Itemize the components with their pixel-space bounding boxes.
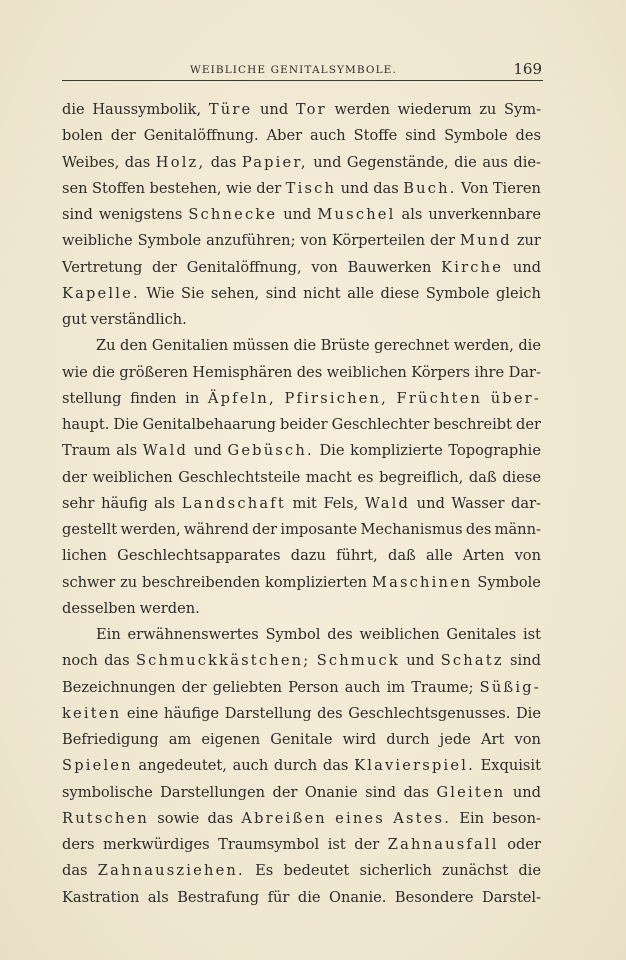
- word: von: [300, 232, 327, 250]
- text-line: [62, 517, 541, 543]
- header-rule: [62, 80, 543, 81]
- word: ist: [327, 836, 346, 853]
- word: Schmuck: [316, 652, 400, 670]
- word: ders: [62, 836, 95, 853]
- word: wie: [226, 179, 252, 197]
- word: imposante: [280, 521, 358, 538]
- word: wiederum: [397, 101, 472, 118]
- word: Klavierspiel.: [354, 757, 475, 775]
- word: und: [406, 652, 435, 670]
- word: Ein: [459, 809, 485, 827]
- word: anzuführen;: [206, 232, 296, 250]
- word: Stoffe: [353, 127, 398, 145]
- word: wie: [62, 363, 88, 381]
- word: und: [193, 442, 222, 460]
- word: ist: [522, 626, 541, 643]
- word: Pfirsichen,: [284, 389, 388, 407]
- word: sind: [510, 652, 541, 670]
- word: das: [403, 783, 430, 801]
- text-line: [62, 806, 541, 832]
- word: das: [322, 757, 349, 775]
- word: diese: [380, 284, 420, 302]
- word: Maschinen: [371, 573, 473, 591]
- word: ihre: [474, 363, 505, 381]
- text-line: [62, 307, 541, 333]
- word: als: [147, 888, 169, 906]
- word: Wald: [364, 494, 411, 512]
- word: sind: [365, 783, 397, 801]
- word: sowie: [157, 809, 200, 827]
- word: Tisch: [285, 179, 337, 197]
- word: müssen: [232, 337, 289, 355]
- word: Art: [480, 731, 505, 748]
- text-line: [62, 228, 541, 254]
- word: die: [92, 363, 115, 381]
- word: Astes.: [393, 809, 452, 827]
- word: häufig: [101, 494, 148, 512]
- word: sind: [62, 206, 93, 223]
- text-line: [62, 281, 541, 307]
- word: auch: [232, 757, 269, 775]
- text-line: [62, 753, 541, 779]
- word: Genitale: [270, 731, 333, 748]
- word: zu: [479, 101, 497, 118]
- word: die: [297, 888, 321, 906]
- word: Holz,: [155, 153, 206, 171]
- word: der: [354, 836, 380, 853]
- word: schwer: [62, 573, 116, 591]
- word: desselben: [62, 599, 136, 617]
- word: Schmuckkästchen;: [135, 652, 311, 670]
- word: geliebten: [212, 678, 282, 696]
- word: der: [110, 127, 136, 145]
- word: der: [272, 783, 298, 801]
- word: von: [514, 731, 541, 748]
- word: auch: [310, 127, 346, 145]
- word: noch: [62, 652, 98, 670]
- text-line: [62, 202, 541, 228]
- word: während: [183, 521, 249, 538]
- word: Aber: [266, 127, 303, 145]
- word: erwähnenswertes: [127, 626, 259, 643]
- word: eines: [335, 809, 385, 827]
- word: werden.: [139, 599, 200, 617]
- word: in: [185, 389, 200, 407]
- page-header: [62, 58, 542, 80]
- word: Papier,: [241, 153, 308, 171]
- word: Gleiten: [436, 783, 506, 801]
- word: werden: [334, 101, 390, 118]
- word: komplizierten: [265, 573, 368, 591]
- word: der: [152, 258, 177, 276]
- word: Symbole: [444, 127, 508, 145]
- word: weiblichen: [92, 468, 173, 486]
- running-head: WEIBLICHE GENITALSYMBOLE.: [190, 64, 397, 76]
- word: Sie: [181, 284, 205, 302]
- word: des: [317, 704, 343, 722]
- word: Darstellungen: [160, 783, 266, 801]
- word: Zahnausfall: [387, 836, 499, 853]
- text-line: [62, 622, 541, 648]
- word: lichen: [62, 547, 107, 565]
- word: bestehen,: [149, 179, 222, 197]
- word: von: [514, 547, 541, 565]
- word: die-: [513, 153, 541, 171]
- word: den: [120, 337, 148, 355]
- word: des: [465, 521, 492, 538]
- word: auch: [344, 678, 381, 696]
- text-line: [62, 150, 541, 176]
- word: bolen: [62, 127, 103, 145]
- word: für: [267, 888, 290, 906]
- word: das: [210, 153, 237, 171]
- word: macht: [305, 468, 352, 486]
- word: Körperteilen: [331, 232, 426, 250]
- word: eine: [126, 704, 159, 722]
- word: Bestrafung: [177, 888, 260, 906]
- word: Brüste: [320, 337, 370, 355]
- word: Arten: [462, 547, 505, 565]
- word: Zu: [96, 337, 116, 355]
- word: sen: [62, 179, 88, 197]
- word: als: [154, 494, 176, 512]
- text-line: [62, 727, 541, 753]
- word: Genitalien: [151, 337, 229, 355]
- word: Symbol: [265, 626, 321, 643]
- word: Körpers: [411, 363, 470, 381]
- word: Genitalöffnung.: [143, 127, 259, 145]
- word: gestellt: [62, 521, 118, 538]
- word: jede: [439, 731, 471, 748]
- word: Zahnausziehen.: [97, 862, 245, 880]
- word: und: [512, 258, 541, 276]
- text-line: [62, 596, 541, 622]
- word: wird: [342, 731, 377, 748]
- word: bedeutet: [283, 862, 350, 880]
- word: Muschel: [317, 206, 396, 223]
- word: Onanie: [304, 783, 358, 801]
- word: werden,: [453, 337, 514, 355]
- word: die: [518, 862, 541, 880]
- word: der: [252, 521, 278, 538]
- word: sind: [405, 127, 437, 145]
- text-line: [62, 570, 541, 596]
- word: das: [373, 179, 399, 197]
- word: oder: [507, 836, 541, 853]
- word: die: [293, 337, 317, 355]
- word: Symbole: [137, 232, 202, 250]
- word: sicherlich: [359, 862, 432, 880]
- word: Darstellung: [224, 704, 312, 722]
- word: die: [454, 153, 477, 171]
- word: die: [62, 101, 85, 118]
- word: Rutschen: [62, 809, 149, 827]
- word: Wie: [146, 284, 175, 302]
- word: Von: [460, 179, 489, 197]
- word: Türe: [208, 101, 253, 118]
- word: Geschlechter: [331, 416, 430, 433]
- word: gut: [62, 311, 87, 328]
- word: Topographie: [448, 442, 541, 460]
- word: verständlich.: [90, 311, 187, 328]
- word: als: [401, 206, 423, 223]
- word: als: [116, 442, 138, 460]
- word: Weibes,: [62, 153, 120, 171]
- word: unverkennbare: [428, 206, 541, 223]
- text-line: [62, 123, 541, 149]
- word: der: [256, 179, 282, 197]
- word: Vertretung: [62, 258, 143, 276]
- word: mit: [292, 494, 317, 512]
- word: am: [168, 731, 192, 748]
- word: der: [516, 416, 541, 433]
- word: weibliche: [62, 232, 133, 250]
- page-number: 169: [513, 60, 542, 78]
- word: daß: [388, 547, 416, 565]
- word: angedeutet,: [138, 757, 227, 775]
- text-line: [62, 675, 541, 701]
- word: Früchten: [396, 389, 483, 407]
- word: Dar-: [508, 363, 541, 381]
- word: männ-: [494, 521, 541, 538]
- word: der: [62, 468, 87, 486]
- word: beson-: [492, 809, 541, 827]
- text-line: [62, 412, 541, 438]
- word: und: [416, 494, 445, 512]
- word: des: [296, 363, 323, 381]
- word: daß: [468, 468, 497, 486]
- word: Mechanismus: [360, 521, 463, 538]
- word: Person: [288, 678, 339, 696]
- word: Kirche: [441, 258, 504, 276]
- word: Gebüsch.: [227, 442, 314, 460]
- word: Onanie.: [329, 888, 387, 906]
- word: Exquisit: [480, 757, 541, 775]
- word: und: [313, 153, 342, 171]
- word: Gegenstände,: [346, 153, 449, 171]
- text-line: [62, 648, 541, 674]
- word: symbolische: [62, 783, 153, 801]
- word: die: [518, 337, 541, 355]
- word: alle: [347, 284, 374, 302]
- word: Schnecke: [188, 206, 278, 223]
- word: diese: [502, 468, 541, 486]
- text-line: [62, 543, 541, 569]
- word: durch: [386, 731, 430, 748]
- word: Wasser: [451, 494, 505, 512]
- word: Hemisphären: [192, 363, 293, 381]
- word: Kapelle.: [62, 284, 140, 302]
- word: Die: [515, 704, 541, 722]
- text-line: [62, 858, 541, 884]
- body-text: [62, 97, 541, 911]
- word: Schatz: [440, 652, 504, 670]
- word: Äpfeln,: [207, 389, 276, 407]
- text-line: [62, 360, 541, 386]
- text-line: [62, 386, 541, 412]
- word: größeren: [119, 363, 188, 381]
- text-line: [62, 333, 541, 359]
- word: das: [124, 153, 151, 171]
- word: gerechnet: [374, 337, 450, 355]
- word: Bezeichnungen: [62, 678, 176, 696]
- word: Die: [319, 442, 345, 460]
- word: Traum: [62, 442, 111, 460]
- word: über-: [490, 389, 541, 407]
- word: Traumsymbol: [218, 836, 320, 853]
- word: das: [207, 809, 234, 827]
- word: zur: [516, 232, 541, 250]
- word: Sym-: [503, 101, 541, 118]
- word: alle: [426, 547, 453, 565]
- text-line: [62, 780, 541, 806]
- word: keiten: [62, 704, 122, 722]
- word: sehen,: [210, 284, 260, 302]
- word: Abreißen: [241, 809, 327, 827]
- word: Genitalöffnung,: [186, 258, 302, 276]
- word: Genitales: [446, 626, 517, 643]
- word: haupt.: [62, 416, 110, 433]
- word: Tieren: [492, 179, 541, 197]
- word: und: [283, 206, 312, 223]
- word: Geschlechtsteile: [178, 468, 301, 486]
- word: und: [260, 101, 289, 118]
- text-line: [62, 97, 541, 123]
- word: im: [386, 678, 406, 696]
- word: Symbole: [425, 284, 490, 302]
- text-line: [62, 832, 541, 858]
- text-line: [62, 491, 541, 517]
- word: Tor: [295, 101, 327, 118]
- word: Mund: [459, 232, 512, 250]
- word: Geschlechtsapparates: [117, 547, 281, 565]
- word: durch: [273, 757, 318, 775]
- word: Süßig-: [479, 678, 541, 696]
- word: und: [512, 783, 541, 801]
- word: aus: [482, 153, 508, 171]
- word: Genitalbehaarung: [142, 416, 276, 433]
- text-line: [62, 465, 541, 491]
- word: finden: [130, 389, 177, 407]
- word: Fels,: [323, 494, 359, 512]
- word: Bauwerken: [347, 258, 432, 276]
- word: stellung: [62, 389, 122, 407]
- word: der: [430, 232, 455, 250]
- word: häufige: [163, 704, 220, 722]
- word: komplizierte: [350, 442, 443, 460]
- word: weiblichen: [326, 363, 407, 381]
- word: Traume;: [411, 678, 474, 696]
- word: führt,: [336, 547, 378, 565]
- word: Ein: [96, 626, 121, 643]
- word: des: [515, 127, 541, 145]
- word: begreiflich,: [379, 468, 464, 486]
- word: des: [327, 626, 353, 643]
- word: von: [311, 258, 338, 276]
- word: zunächst: [441, 862, 509, 880]
- word: zu: [120, 573, 138, 591]
- word: dar-: [511, 494, 541, 512]
- word: sehr: [62, 494, 95, 512]
- word: Buch.: [403, 179, 457, 197]
- word: sind: [265, 284, 297, 302]
- word: Symbole: [477, 573, 541, 591]
- word: Es: [255, 862, 274, 880]
- word: Darstel-: [482, 888, 541, 906]
- word: Haussymbolik,: [92, 101, 202, 118]
- word: Befriedigung: [62, 731, 159, 748]
- word: Die: [113, 416, 139, 433]
- word: es: [357, 468, 374, 486]
- word: Spielen: [62, 757, 133, 775]
- word: Wald: [142, 442, 189, 460]
- text-line: [62, 176, 541, 202]
- word: Kastration: [62, 888, 140, 906]
- word: merkwürdiges: [102, 836, 210, 853]
- word: das: [104, 652, 130, 670]
- word: werden,: [120, 521, 181, 538]
- text-line: [62, 885, 541, 911]
- word: eigenen: [201, 731, 261, 748]
- text-line: [62, 255, 541, 281]
- word: beider: [280, 416, 328, 433]
- word: weiblichen: [359, 626, 440, 643]
- word: nicht: [303, 284, 341, 302]
- word: Besondere: [394, 888, 474, 906]
- word: Stoffen: [91, 179, 146, 197]
- word: gleich: [495, 284, 541, 302]
- text-line: [62, 701, 541, 727]
- word: wenigstens: [98, 206, 183, 223]
- word: dazu: [290, 547, 326, 565]
- text-line: [62, 438, 541, 464]
- word: das: [62, 862, 88, 880]
- word: beschreibt: [433, 416, 512, 433]
- word: Geschlechtsgenusses.: [348, 704, 511, 722]
- word: der: [181, 678, 207, 696]
- word: Landschaft: [181, 494, 286, 512]
- word: beschreibenden: [142, 573, 261, 591]
- word: und: [340, 179, 369, 197]
